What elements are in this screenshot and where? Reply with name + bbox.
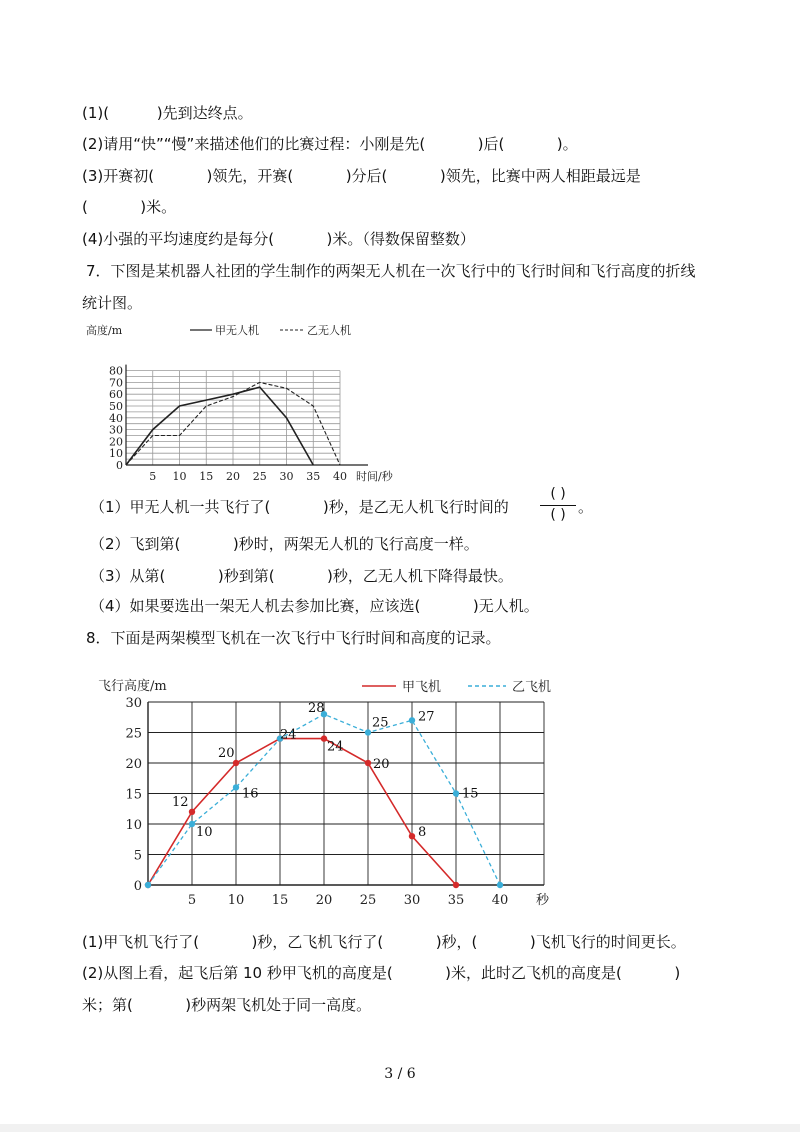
fraction-bar	[540, 505, 576, 506]
x-tick-label: 15	[199, 470, 214, 483]
x-tick-label: 30	[279, 470, 294, 483]
x-tick-label: 40	[333, 470, 347, 483]
data-point-plane-b	[189, 821, 195, 827]
x-axis-label: 时间/秒	[356, 470, 393, 483]
x-tick-label: 20	[226, 470, 240, 483]
page-bottom-edge	[0, 1124, 800, 1132]
data-label-plane-a: 24	[280, 727, 297, 743]
y-tick-label: 50	[109, 400, 123, 413]
q6-line-1: (1)( )先到达终点。	[82, 104, 253, 122]
y-axis-label: 高度/m	[86, 324, 123, 337]
x-tick-label: 40	[491, 893, 509, 908]
x-tick-label: 25	[359, 893, 377, 908]
data-label-plane-b: 16	[242, 786, 259, 802]
fraction-blank	[538, 486, 578, 526]
q7-title-1: 7．下图是某机器人社团的学生制作的两架无人机在一次飞行中的飞行时间和飞行高度的折线	[86, 262, 696, 280]
y-tick-label: 10	[109, 447, 123, 461]
q8-title: 8．下面是两架模型飞机在一次飞行中飞行时间和高度的记录。	[86, 629, 501, 647]
x-tick-label: 35	[306, 470, 321, 483]
y-tick-label: 60	[109, 388, 123, 402]
q7-title-2: 统计图。	[82, 294, 143, 312]
legend-label: 甲飞机	[402, 680, 442, 695]
data-label-plane-a: 12	[172, 794, 189, 810]
data-label-plane-a: 20	[373, 757, 390, 772]
fraction-denominator: ( )	[550, 507, 566, 523]
y-tick-label: 0	[133, 879, 142, 894]
legend-label: 乙飞机	[512, 680, 552, 695]
data-label-plane-b: 28	[308, 701, 325, 717]
q7-sub-1: （1）甲无人机一共飞行了( )秒，是乙无人机飞行时间的	[90, 498, 509, 516]
x-tick-label: 30	[403, 893, 421, 908]
x-tick-label: 10	[172, 470, 187, 483]
drone-line-chart	[82, 318, 412, 488]
x-tick-label: 5	[149, 470, 157, 483]
data-point-plane-b	[497, 882, 503, 888]
data-point-plane-a	[189, 809, 195, 815]
q7-sub-3: （3）从第( )秒到第( )秒，乙无人机下降得最快。	[90, 567, 513, 585]
y-tick-label: 20	[109, 435, 123, 449]
x-tick-label: 25	[252, 470, 267, 483]
data-label-plane-a: 20	[218, 746, 235, 761]
legend-label: 乙无人机	[307, 324, 351, 337]
legend-label: 甲无人机	[215, 324, 259, 337]
y-tick-label: 40	[109, 411, 123, 425]
data-label-plane-b: 27	[418, 709, 435, 725]
plane-line-chart	[90, 672, 560, 912]
q6-line-4: ( )米。	[82, 198, 177, 216]
x-tick-label: 5	[187, 893, 197, 908]
data-point-plane-b	[409, 717, 415, 723]
data-label-plane-b: 25	[372, 715, 389, 731]
q7-sub-1-end: 。	[578, 498, 594, 516]
data-label-plane-b: 15	[462, 786, 479, 802]
y-tick-label: 10	[125, 818, 142, 833]
data-label-plane-b: 10	[196, 825, 213, 840]
data-point-plane-b	[365, 729, 371, 735]
y-tick-label: 5	[133, 848, 142, 864]
x-tick-label: 10	[227, 893, 245, 908]
y-tick-label: 0	[116, 459, 123, 472]
y-axis-label: 飞行高度/m	[98, 679, 167, 694]
data-label-plane-a: 24	[327, 739, 344, 755]
y-tick-label: 25	[125, 726, 142, 742]
data-point-plane-a	[365, 760, 371, 766]
y-tick-label: 80	[109, 364, 123, 378]
data-point-plane-b	[145, 882, 151, 888]
x-tick-label: 20	[315, 893, 333, 908]
q6-line-5: (4)小强的平均速度约是每分( )米。（得数保留整数）	[82, 230, 475, 248]
q6-line-3: (3)开赛初( )领先，开赛( )分后( )领先，比赛中两人相距最远是	[82, 167, 641, 185]
data-point-plane-a	[409, 833, 415, 839]
data-point-plane-b	[453, 790, 459, 796]
x-axis-label: 秒	[536, 893, 550, 908]
data-point-plane-b	[233, 784, 239, 790]
q8-sub-3: 米；第( )秒两架飞机处于同一高度。	[82, 996, 372, 1014]
y-tick-label: 15	[125, 787, 142, 803]
q8-sub-2: (2)从图上看，起飞后第 10 秒甲飞机的高度是( )米，此时乙飞机的高度是( )	[82, 964, 681, 982]
x-tick-label: 35	[447, 893, 465, 908]
data-label-plane-a: 8	[418, 825, 427, 841]
x-tick-label: 15	[271, 893, 289, 908]
y-tick-label: 20	[125, 757, 142, 772]
q8-sub-1: (1)甲飞机飞行了( )秒，乙飞机飞行了( )秒，( )飞机飞行的时间更长。	[82, 933, 686, 951]
q7-sub-4: （4）如果要选出一架无人机去参加比赛，应该选( )无人机。	[90, 597, 539, 615]
y-tick-label: 70	[109, 376, 123, 390]
fraction-numerator: ( )	[550, 486, 566, 502]
data-point-plane-a	[453, 882, 459, 888]
q7-sub-2: （2）飞到第( )秒时，两架无人机的飞行高度一样。	[90, 535, 479, 553]
page-number: 3 / 6	[384, 1066, 416, 1082]
y-tick-label: 30	[125, 696, 142, 711]
q6-line-2: (2)请用“快”“慢”来描述他们的比赛过程：小刚是先( )后( )。	[82, 135, 578, 153]
y-tick-label: 30	[109, 423, 123, 437]
